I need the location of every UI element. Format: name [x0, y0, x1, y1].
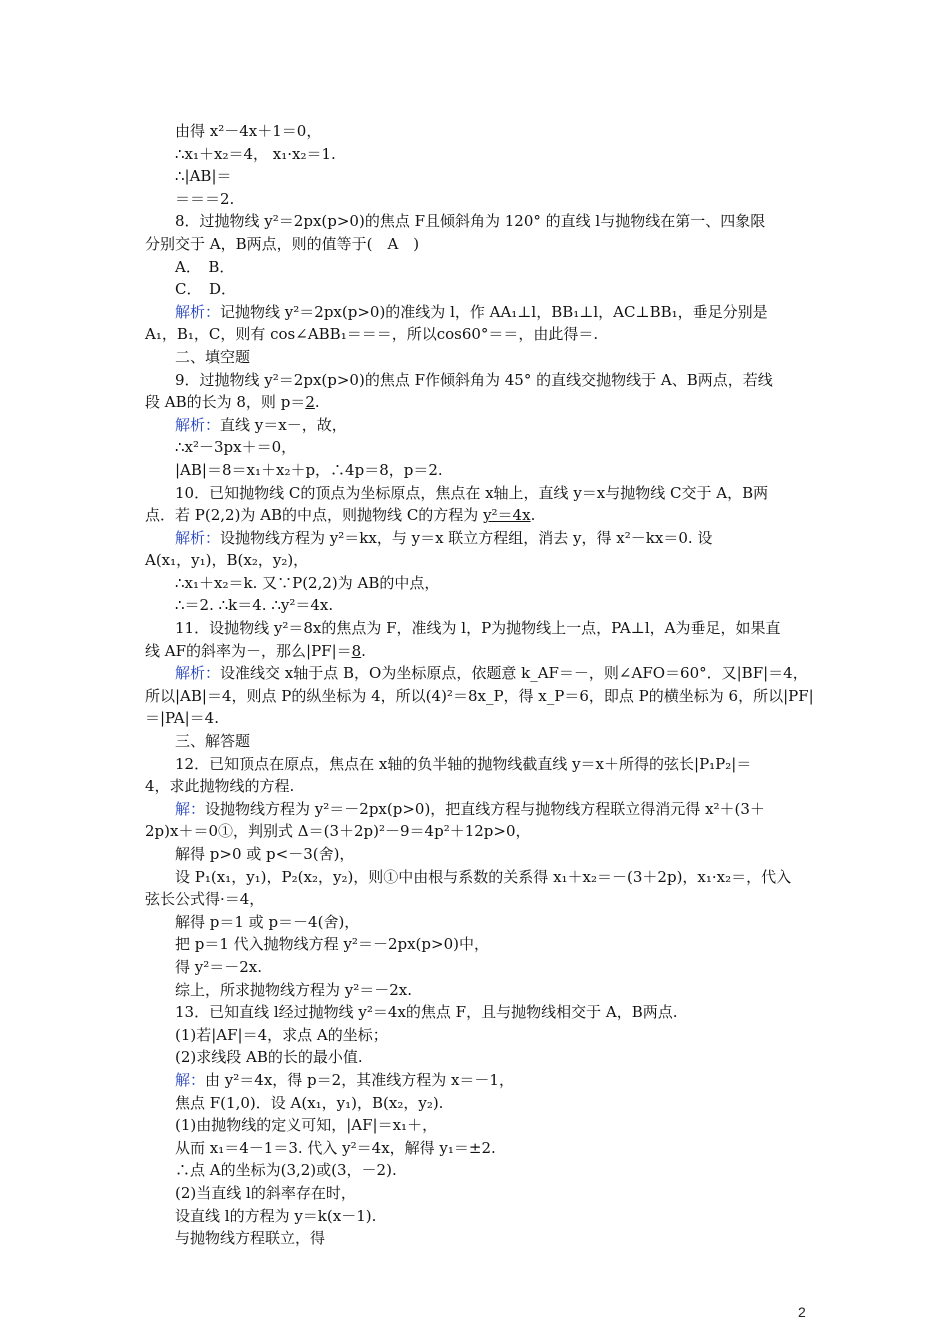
text-segment: 把 p＝1 代入抛物线方程 y²＝－2px(p>0)中， [175, 935, 489, 954]
text-segment: 解得 p＝1 或 p＝－4(舍)， [175, 912, 360, 931]
text-line [145, 436, 810, 459]
text-segment: A(x₁，y₁)，B(x₂，y₂)， [145, 551, 309, 570]
text-segment: ∴x²－3px＋＝0， [175, 438, 297, 457]
text-segment: 2p)x＋＝0①，判别式 Δ＝(3＋2p)²－9＝4p²＋12p>0， [145, 822, 531, 841]
text-segment: 设准线交 x轴于点 B，O为坐标原点，依题意 k_AF＝－，则∠AFO＝60°．又|BF|＝4， [220, 664, 808, 683]
text-line [145, 820, 810, 843]
solution-label: 解析： [175, 528, 221, 547]
text-line [145, 843, 810, 866]
text-segment: 三、解答题 [175, 732, 251, 751]
text-segment: 设抛物线方程为 y²＝kx，与 y＝x 联立方程组，消去 y，得 x²－kx＝0. 设 [220, 528, 713, 547]
answer-blank: 8 [351, 641, 362, 660]
text-segment: ∴x₁＋x₂＝4， x₁·x₂＝1. [175, 144, 336, 163]
text-line [145, 1024, 810, 1047]
text-line [145, 572, 810, 595]
text-segment: 所以|AB|＝4，则点 P的纵坐标为 4，所以(4)²＝8x_P，得 x_P＝6，即点 P的横坐标为 6，所以|PF| [145, 686, 814, 705]
text-segment: A． B． [175, 257, 235, 276]
page-number: 2 [798, 1304, 806, 1320]
text-line [145, 1159, 810, 1182]
text-segment: (2)求线段 AB的长的最小值. [175, 1048, 363, 1067]
text-line [145, 1001, 810, 1024]
text-segment: 8．过抛物线 y²＝2px(p>0)的焦点 F且倾斜角为 120° 的直线 l与抛物线在第一、四象限 [175, 212, 766, 231]
text-line [145, 1137, 810, 1160]
solution-label: 解析： [175, 664, 221, 683]
text-segment: 解得 p>0 或 p<－3(舍)， [175, 845, 355, 863]
text-line [145, 346, 810, 369]
text-segment: 11．设抛物线 y²＝8x的焦点为 F，准线为 l，P为抛物线上一点，PA⊥l，A为垂足，如果直 [175, 619, 781, 638]
text-segment: 综上，所求抛物线方程为 y²＝－2x. [175, 980, 413, 999]
text-line [145, 617, 810, 640]
text-line [145, 911, 810, 934]
text-line [145, 459, 810, 482]
text-line [145, 662, 810, 685]
document-body [145, 120, 814, 1250]
text-line [145, 775, 810, 798]
text-line [145, 888, 810, 911]
text-line [145, 165, 810, 188]
text-line [145, 594, 810, 617]
text-segment: 弦长公式得·＝4， [145, 890, 265, 909]
text-line [145, 1182, 810, 1205]
text-segment: ∴＝2. ∴k＝4. ∴y²＝4x. [175, 596, 334, 615]
text-line [145, 798, 810, 821]
text-line [145, 323, 810, 346]
text-segment: 4，求此抛物线的方程. [145, 777, 295, 796]
text-segment: (2)当直线 l的斜率存在时， [175, 1183, 356, 1202]
text-line [145, 369, 810, 392]
text-segment: . [314, 393, 320, 412]
text-line [145, 753, 810, 776]
text-segment: . [530, 506, 536, 525]
answer-blank: y²＝4x [483, 506, 531, 525]
text-line [145, 1227, 810, 1250]
text-line [145, 685, 814, 708]
text-segment: C． D． [175, 280, 237, 299]
text-segment: ＝＝＝2. [175, 189, 235, 208]
text-line [145, 640, 810, 663]
text-line [145, 549, 810, 572]
text-segment: (1)由抛物线的定义可知，|AF|＝x₁＋， [175, 1116, 438, 1135]
text-segment: 由 y²＝4x，得 p＝2，其准线方程为 x＝－1， [205, 1070, 514, 1089]
text-segment: 线 AF的斜率为－，那么|PF|＝ [145, 641, 352, 660]
solution-label: 解析： [175, 302, 221, 321]
text-segment: ∴x₁＋x₂＝k. 又∵P(2,2)为 AB的中点， [175, 573, 440, 592]
solution-label: 解： [175, 799, 206, 818]
text-line [145, 301, 810, 324]
text-line [145, 707, 810, 730]
text-segment: 段 AB的长为 8，则 p＝ [145, 393, 306, 412]
text-segment: ∴点 A的坐标为(3,2)或(3，－2). [175, 1161, 397, 1180]
text-line [145, 527, 810, 550]
text-segment: ∴|AB|＝ [175, 167, 232, 186]
text-segment: (1)若|AF|＝4，求点 A的坐标； [175, 1025, 388, 1044]
text-line [145, 956, 810, 979]
text-segment: |AB|＝8＝x₁＋x₂＋p，∴4p＝8，p＝2. [175, 460, 443, 479]
text-segment: 设抛物线方程为 y²＝－2px(p>0)，把直线方程与抛物线方程联立得消元得 x²＋(3＋ [205, 799, 765, 818]
answer-blank: 2 [305, 393, 315, 412]
text-line [145, 1205, 810, 1228]
text-segment: 从而 x₁＝4－1＝3. 代入 y²＝4x，解得 y₁＝±2. [175, 1138, 496, 1157]
text-segment: 由得 x²－4x＋1＝0， [175, 122, 322, 140]
text-segment: 设直线 l的方程为 y＝k(x－1). [175, 1206, 377, 1225]
text-segment: 分别交于 A，B两点，则的值等于( A ) [145, 234, 420, 253]
text-line [145, 278, 810, 301]
text-segment: 12．已知顶点在原点，焦点在 x轴的负半轴的抛物线截直线 y＝x＋所得的弦长|P₁P₂|＝ [175, 754, 752, 773]
text-line [145, 143, 810, 166]
solution-label: 解： [175, 1070, 206, 1089]
text-segment: 设 P₁(x₁，y₁)，P₂(x₂，y₂)，则①中由根与系数的关系得 x₁＋x₂＝－(3＋2p)，x₁·x₂＝，代入 [175, 867, 792, 886]
text-segment: A₁，B₁，C，则有 cos∠ABB₁＝＝＝，所以cos60°＝＝，由此得＝. [145, 325, 599, 344]
text-line [145, 866, 810, 889]
text-line [145, 1092, 810, 1115]
text-segment: 焦点 F(1,0)．设 A(x₁，y₁)，B(x₂，y₂). [175, 1093, 444, 1112]
text-line [145, 1046, 810, 1069]
text-line [145, 933, 810, 956]
text-line [145, 979, 810, 1002]
text-segment: . [361, 641, 366, 660]
text-line [145, 188, 810, 211]
solution-label: 解析： [175, 415, 221, 434]
text-line [145, 482, 810, 505]
text-line [145, 120, 810, 143]
text-line [145, 391, 810, 414]
text-line [145, 504, 810, 527]
text-segment: 得 y²＝－2x. [175, 957, 263, 976]
text-line [145, 1069, 810, 1092]
text-segment: 9．过抛物线 y²＝2px(p>0)的焦点 F作倾斜角为 45° 的直线交抛物线于 A、B两点，若线 [175, 370, 773, 389]
text-line [145, 730, 810, 753]
text-line [145, 414, 810, 437]
text-line [145, 256, 810, 279]
text-segment: 10．已知抛物线 C的顶点为坐标原点，焦点在 x轴上，直线 y＝x与抛物线 C交于 A，B两 [175, 483, 769, 502]
text-segment: 记抛物线 y²＝2px(p>0)的准线为 l，作 AA₁⊥l，BB₁⊥l，AC⊥BB₁，垂足分别是 [220, 302, 768, 321]
text-segment: 二、填空题 [175, 347, 251, 366]
text-line [145, 210, 810, 233]
text-segment: 与抛物线方程联立，得 [175, 1229, 326, 1248]
text-segment: ＝|PA|＝4. [145, 709, 219, 728]
text-segment: 点．若 P(2,2)为 AB的中点，则抛物线 C的方程为 [145, 506, 484, 525]
text-segment: 13．已知直线 l经过抛物线 y²＝4x的焦点 F，且与抛物线相交于 A，B两点. [175, 1003, 678, 1022]
text-line [145, 1114, 810, 1137]
text-segment: 直线 y＝x－，故， [220, 415, 347, 434]
text-line [145, 233, 810, 256]
